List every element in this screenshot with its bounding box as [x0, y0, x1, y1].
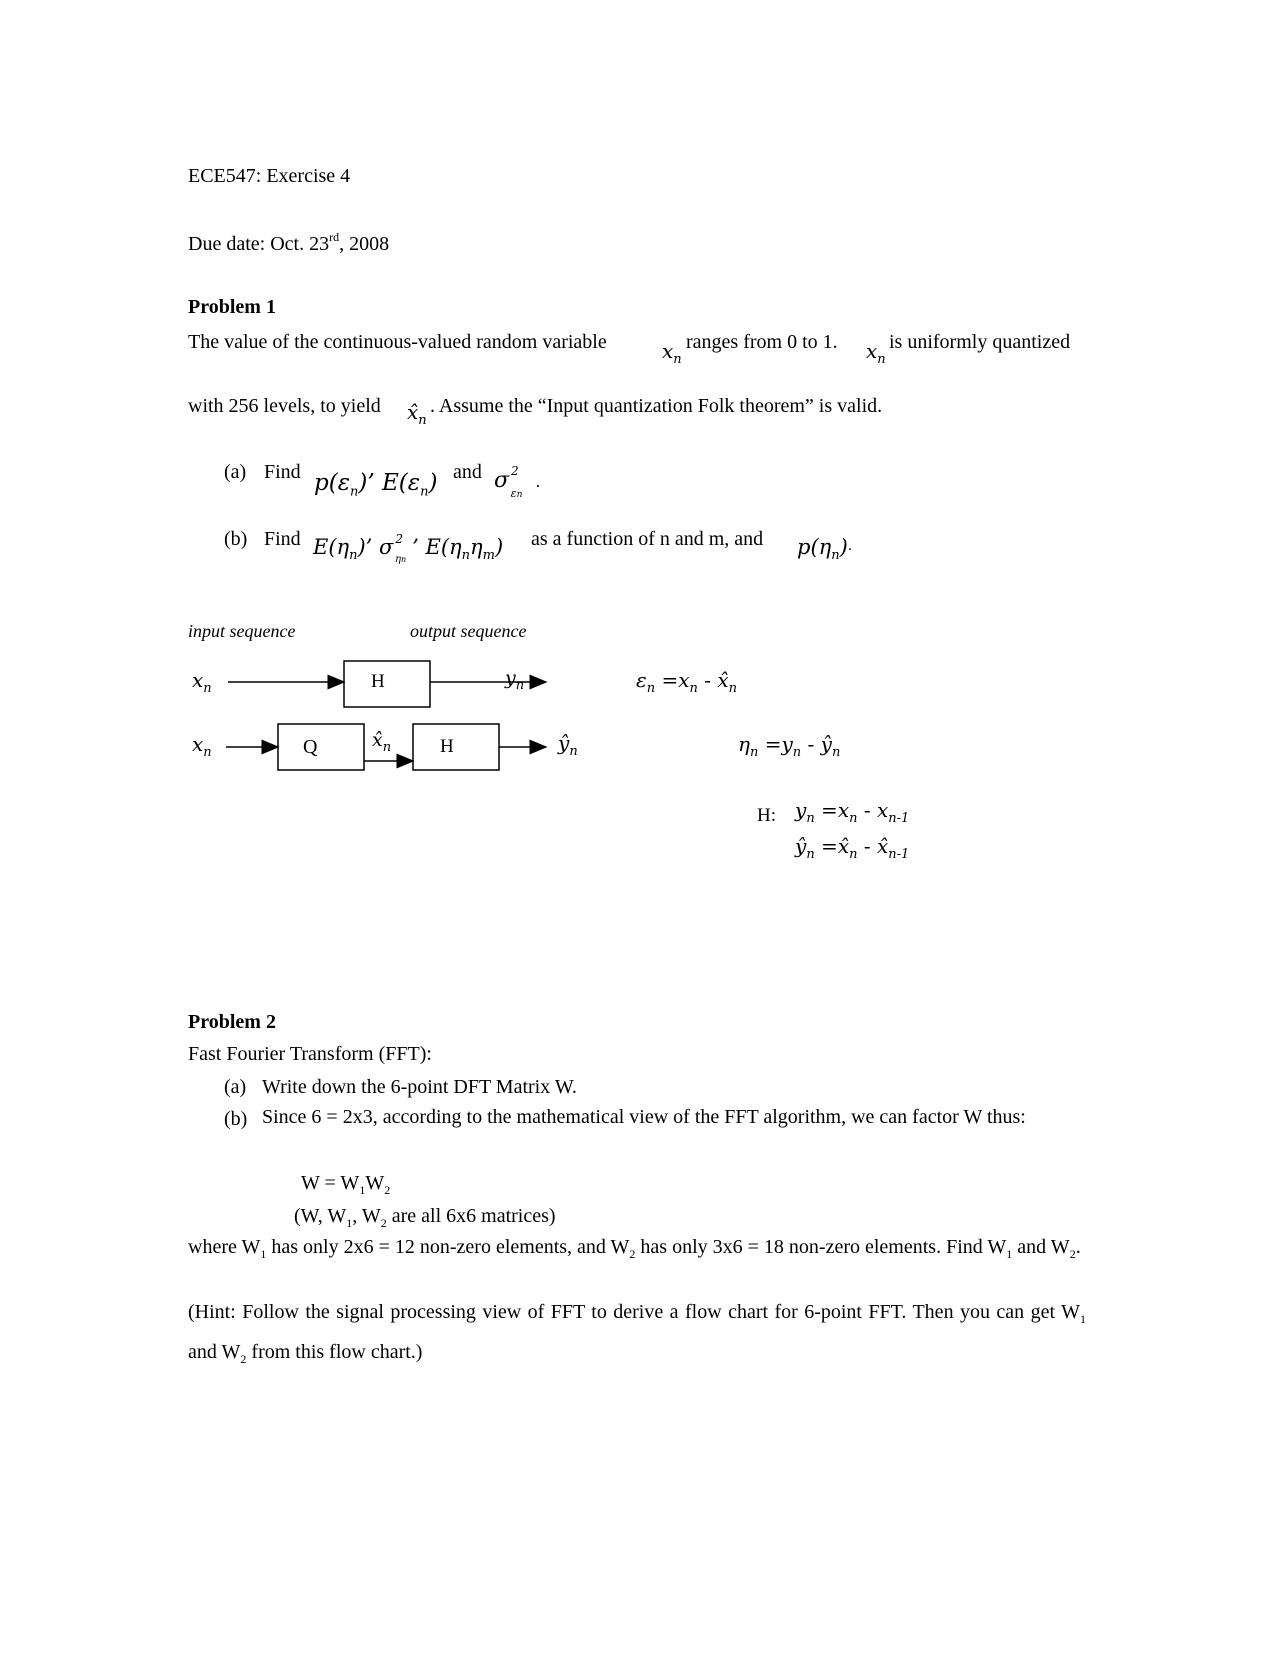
problem1-a-find: Find — [264, 461, 301, 483]
e-eta-expr: $E(\eta_n)$’ σ $^2_{\eta n}$’ $E(\eta_n\eta_m)$ — [313, 532, 504, 565]
row2-xn: $x_n$ — [192, 732, 212, 760]
row2-q-label: Q — [303, 736, 318, 758]
problem1-b-label: (b) — [224, 528, 248, 550]
matrix-note-a: (W, W — [294, 1205, 347, 1227]
w1-subscript: 1 — [359, 1183, 366, 1197]
problem2-intro: Fast Fourier Transform (FFT): — [188, 1043, 432, 1065]
h-equation-2: $ŷ_n$ $=x̂_n$ - $x̂_{n-1}$ — [795, 834, 910, 862]
row2-q-box — [278, 724, 364, 770]
problem1-line1-b: ranges from 0 to 1. — [686, 331, 838, 353]
due-date — [188, 231, 389, 254]
due-date-prefix: Due date: Oct. 23 — [188, 233, 330, 255]
output-sequence-label: output sequence — [410, 621, 527, 641]
where-paragraph: where $W_1$ has only 2x6 = 12 non-zero elements, and $W_2$ has only 3x6 = 18 non-zero elements. Find $W_1$ and $W_2$. — [188, 1236, 1081, 1261]
hint-b: and W — [188, 1341, 241, 1363]
matrix-note-b: , W — [352, 1205, 381, 1227]
problem1-line2-a: with 256 levels, to yield — [188, 395, 381, 417]
hint-a: (Hint: Follow the signal processing view of FFT to derive a flow chart for 6-point FFT. Then you can get W — [188, 1301, 1080, 1323]
xhat-n-symbol: $x̂_n$ — [407, 400, 427, 428]
row2-h-box — [413, 724, 499, 770]
problem1-b-find: Find — [264, 528, 301, 550]
epsilon-equation: $\varepsilon_n =x_n$ - $x̂_n$ — [636, 668, 738, 696]
problem1-line1-a: The value of the continuous-valued random variable — [188, 331, 607, 353]
problem2-a-label: (a) — [224, 1076, 247, 1098]
sigma-epsilon-expr: σ $^2_{\varepsilon n}$ . — [494, 464, 541, 500]
problem1-line2-b: . Assume the “Input quantization Folk theorem” is valid. — [430, 395, 883, 417]
matrix-note: (W, $W_1$, $W_2$ are all 6x6 matrices) — [294, 1205, 556, 1230]
problem2-a-text: Write down the 6-point DFT Matrix W. — [262, 1076, 577, 1098]
w2-subscript: 2 — [384, 1183, 391, 1197]
row1-h-label: H — [371, 671, 385, 692]
xn-symbol-2: $x_n$ — [866, 339, 886, 367]
due-date-ordinal: rd — [329, 230, 340, 244]
hint-c: from this flow chart.) — [246, 1341, 423, 1363]
row2-h-label: H — [440, 736, 454, 757]
where-d: and W — [1012, 1236, 1070, 1258]
where-e: . — [1075, 1236, 1081, 1258]
xn-symbol-1: $x_n$ — [662, 339, 682, 367]
p-eta-expr: $p(\eta_n)\cdot$ — [797, 535, 853, 564]
row2-xhat-n: $x̂_n$ — [372, 729, 392, 755]
problem2-b-text: Since 6 = 2x3, according to the mathematical view of the FFT algorithm, we can factor W thus: — [262, 1106, 1026, 1128]
problem1-b-mid: as a function of n and m, and — [531, 528, 764, 550]
h-definition-label: H: — [757, 805, 776, 826]
due-date-suffix: , 2008 — [339, 233, 390, 255]
factor-equation: $W = W_1W_2$ — [301, 1172, 391, 1197]
hint-paragraph: (Hint: Follow the signal processing view of FFT to derive a flow chart for 6-point FFT. Then you can get $W_1$ and $W_2$ from this flow chart.) — [188, 1301, 1086, 1366]
where-c: has only 3x6 = 18 non-zero elements. Find W — [635, 1236, 1007, 1258]
problem2-heading: Problem 2 — [188, 1011, 276, 1033]
problem1-line1-c: is uniformly quantized — [889, 331, 1071, 353]
input-sequence-label: input sequence — [188, 621, 296, 641]
problem1-a-label: (a) — [224, 461, 247, 483]
problem1-heading: Problem 1 — [188, 296, 276, 318]
where-b: has only 2x6 = 12 non-zero elements, and W — [266, 1236, 630, 1258]
eta-equation: $\eta_n =y_n$ - $ŷ_n$ — [738, 732, 841, 760]
row1-xn: $x_n$ — [192, 668, 212, 696]
p-epsilon-expr: $p(\varepsilon_n)$’ $E(\varepsilon_n)$ — [314, 470, 438, 500]
problem1-a-and: and — [453, 461, 482, 483]
page-title: ECE547: Exercise 4 — [188, 165, 351, 187]
row2-yhat-n: $ŷ_n$ — [558, 731, 578, 759]
row1-h-box — [344, 661, 430, 707]
factor-equation-lhs: W = W — [301, 1172, 360, 1194]
row1-yn: $y_n$ — [505, 667, 525, 693]
h-equation-1: $y_n =x_n - x_{n-1}$ — [795, 798, 910, 826]
problem2-b-label: (b) — [224, 1108, 248, 1130]
where-a: where W — [188, 1236, 261, 1258]
matrix-note-c: are all 6x6 matrices) — [386, 1205, 556, 1227]
